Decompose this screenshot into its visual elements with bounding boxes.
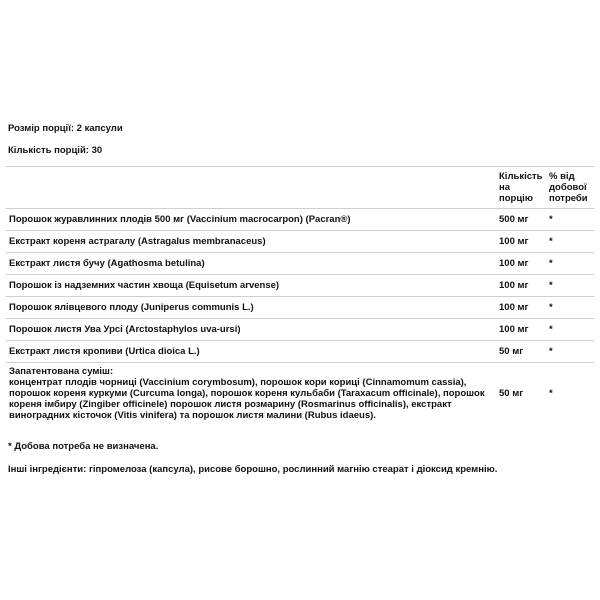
ingredient-dv: *: [546, 275, 594, 297]
serving-size: Розмір порції: 2 капсули: [8, 123, 123, 134]
ingredient-amount: 100 мг: [496, 231, 546, 253]
ingredient-name: Порошок ялівцевого плоду (Juniperus communis L.): [6, 297, 496, 319]
other-ingredients: Інші інгредієнти: гіпромелоза (капсула), рисове борошно, рослинний магнію стеарат і діоксид кремнію.: [8, 464, 498, 475]
ingredient-name: Екстракт листя бучу (Agathosma betulina): [6, 253, 496, 275]
table-row: [6, 319, 594, 341]
blend-line: концентрат плодів чорниці (Vaccinium corymbosum), порошок кори кориці (Cinnamomum cassia),: [9, 377, 467, 388]
header-daily-value: % від добової потреби: [546, 167, 594, 209]
ingredient-name: Екстракт листя кропиви (Urtica dioica L.): [6, 341, 496, 363]
header-amount: Кількість на порцію: [496, 167, 546, 209]
blend-line: порошок кореня куркуми (Curcuma longa), порошок кореня кульбаби (Taraxacum officinale), порошок: [9, 388, 485, 399]
table-row: [6, 275, 594, 297]
ingredient-amount: 100 мг: [496, 275, 546, 297]
proprietary-blend-dv: *: [546, 363, 594, 425]
table-row: [6, 209, 594, 231]
table-row: [6, 253, 594, 275]
ingredient-amount: 100 мг: [496, 297, 546, 319]
header-ingredient: [6, 167, 496, 209]
ingredient-amount: 100 мг: [496, 319, 546, 341]
table-row: [6, 341, 594, 363]
table-row: [6, 297, 594, 319]
supplement-facts-table: [6, 166, 594, 424]
proprietary-blend-title: Запатентована суміш:: [9, 366, 114, 377]
ingredient-name: Екстракт кореня астрагалу (Astragalus membranaceus): [6, 231, 496, 253]
ingredient-dv: *: [546, 231, 594, 253]
ingredient-name: Порошок із надземних частин хвоща (Equisetum arvense): [6, 275, 496, 297]
ingredient-amount: 50 мг: [496, 341, 546, 363]
proprietary-blend-ingredients: [9, 377, 493, 421]
ingredient-amount: 100 мг: [496, 253, 546, 275]
proprietary-blend-amount: 50 мг: [496, 363, 546, 425]
ingredient-amount: 500 мг: [496, 209, 546, 231]
proprietary-blend-row: [6, 363, 594, 425]
daily-value-footnote: * Добова потреба не визначена.: [8, 441, 159, 452]
blend-line: кореня імбиру (Zingiber officinele) порошок листя розмарину (Rosmarinus officinalis), екстракт: [9, 399, 452, 410]
ingredient-dv: *: [546, 319, 594, 341]
ingredient-dv: *: [546, 253, 594, 275]
servings-count: Кількість порцій: 30: [8, 145, 103, 156]
ingredient-dv: *: [546, 209, 594, 231]
table-header-row: [6, 167, 594, 209]
ingredient-name: Порошок журавлинних плодів 500 мг (Vaccinium macrocarpon) (Pacran®): [6, 209, 496, 231]
blend-line: виноградних кісточок (Vitis vinifera) та порошок листя малини (Rubus idaeus).: [9, 410, 376, 421]
ingredient-dv: *: [546, 341, 594, 363]
table-row: [6, 231, 594, 253]
proprietary-blend-text: [6, 363, 496, 425]
ingredient-dv: *: [546, 297, 594, 319]
ingredient-name: Порошок листя Ува Урсі (Arctostaphylos uva-ursi): [6, 319, 496, 341]
